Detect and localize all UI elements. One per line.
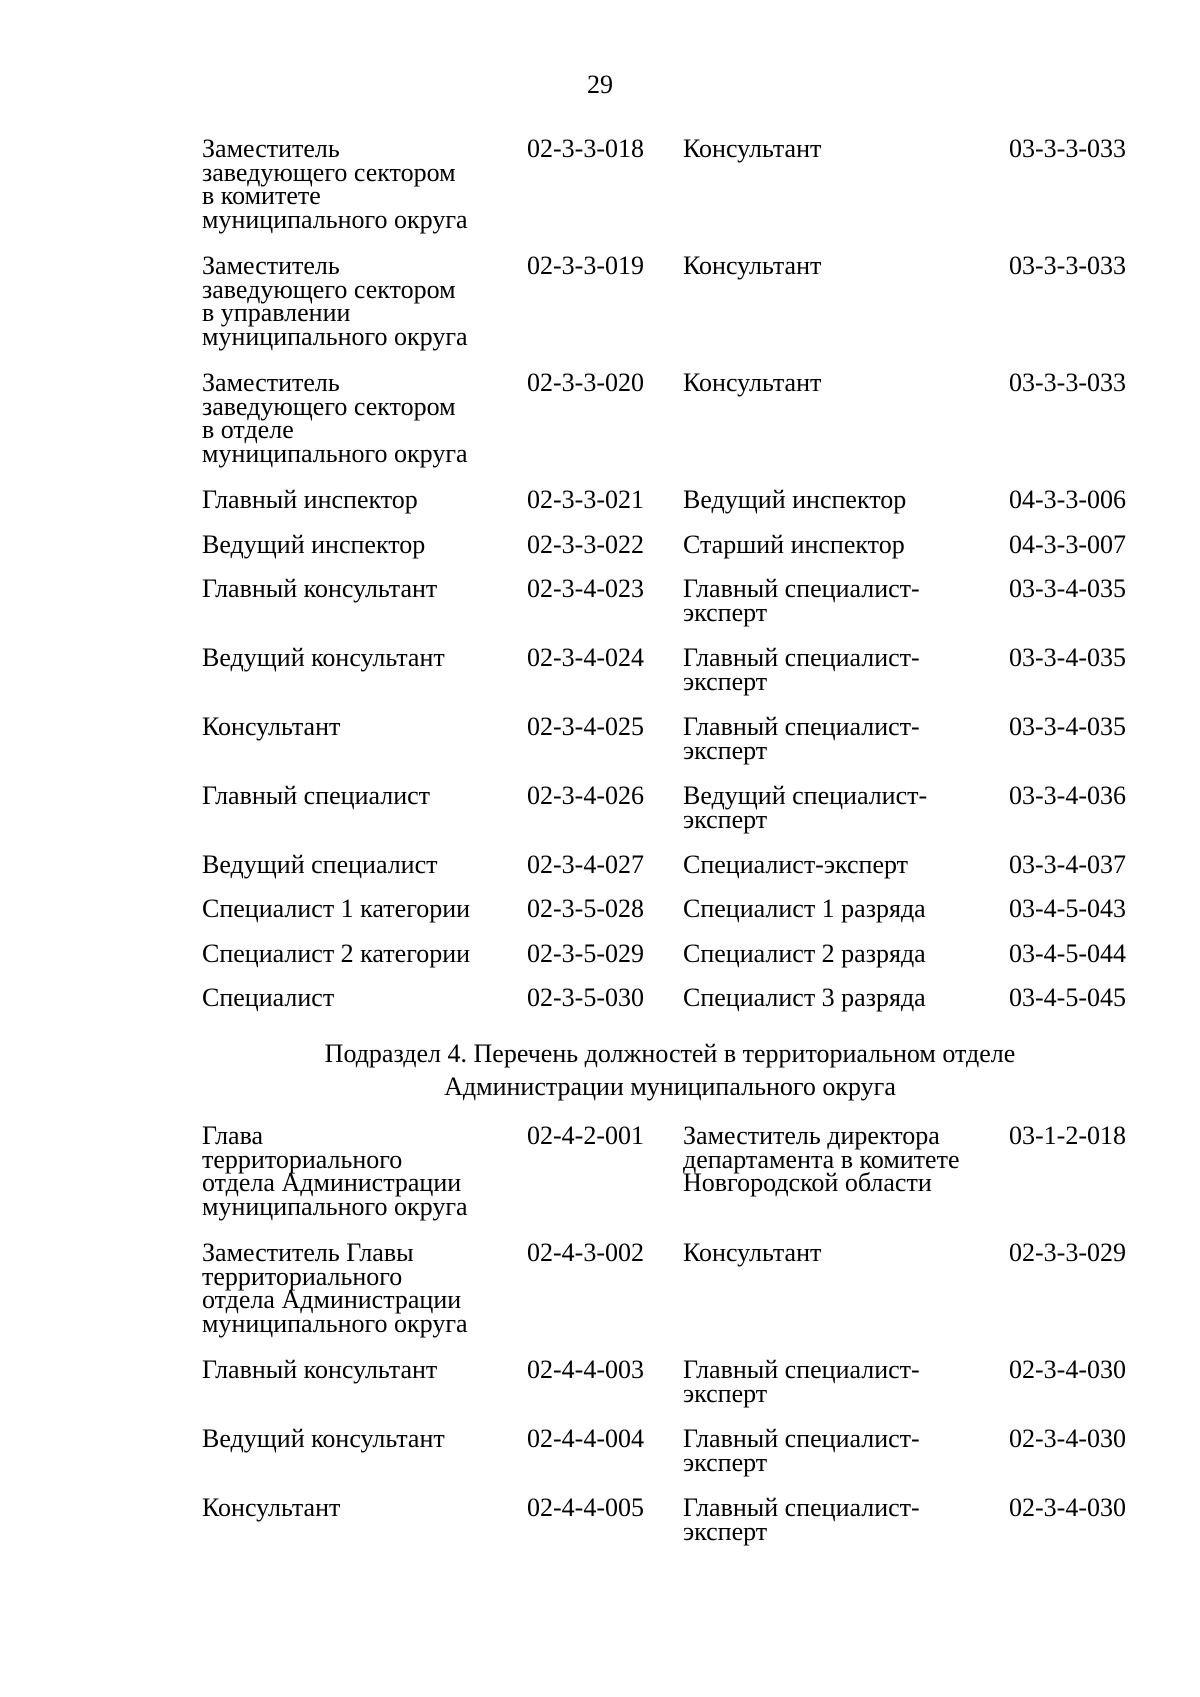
equivalent-position-name: Главный специалист- эксперт [683, 1493, 920, 1546]
position-code: 02-3-5-028 [527, 894, 644, 923]
equivalent-position-name: Старший инспектор [683, 530, 905, 559]
position-code: 02-4-4-004 [527, 1424, 644, 1453]
position-code: 02-3-3-021 [527, 485, 644, 514]
equivalent-position-code: 03-4-5-043 [1009, 894, 1126, 923]
equivalent-position-name: Заместитель директора департамента в комитете Новгородской области [683, 1121, 960, 1197]
position-code: 02-4-3-002 [527, 1238, 644, 1267]
equivalent-position-name: Специалист-эксперт [683, 850, 908, 879]
equivalent-position-name: Главный специалист- эксперт [683, 1355, 920, 1408]
equivalent-position-code: 03-3-3-033 [1009, 134, 1126, 163]
equivalent-position-name: Главный специалист- эксперт [683, 643, 920, 696]
position-name: Главный консультант [202, 574, 438, 603]
equivalent-position-name: Консультант [683, 1238, 822, 1267]
equivalent-position-code: 04-3-3-006 [1009, 485, 1126, 514]
equivalent-position-name: Консультант [683, 368, 822, 397]
position-name: Заместитель Главы территориального отдела Администрации муниципального округа [202, 1238, 468, 1338]
equivalent-position-code: 03-1-2-018 [1009, 1121, 1126, 1150]
position-code: 02-3-4-023 [527, 574, 644, 603]
position-code: 02-3-4-026 [527, 781, 644, 810]
position-code: 02-3-3-020 [527, 368, 644, 397]
position-code: 02-3-4-027 [527, 850, 644, 879]
position-name: Ведущий консультант [202, 1424, 445, 1453]
page-number: 29 [587, 70, 613, 99]
equivalent-position-code: 03-4-5-044 [1009, 939, 1126, 968]
equivalent-position-code: 03-3-4-035 [1009, 643, 1126, 672]
position-code: 02-3-3-019 [527, 251, 644, 280]
position-name: Специалист 2 категории [202, 939, 471, 968]
equivalent-position-name: Главный специалист- эксперт [683, 1424, 920, 1477]
position-name: Консультант [202, 712, 341, 741]
equivalent-position-code: 02-3-3-029 [1009, 1238, 1126, 1267]
position-code: 02-4-2-001 [527, 1121, 644, 1150]
equivalent-position-name: Главный специалист- эксперт [683, 574, 920, 627]
position-name: Заместитель заведующего сектором в комитете муниципального округа [202, 134, 468, 234]
equivalent-position-name: Специалист 2 разряда [683, 939, 926, 968]
position-code: 02-4-4-005 [527, 1493, 644, 1522]
equivalent-position-name: Ведущий инспектор [683, 485, 907, 514]
position-name: Специалист [202, 983, 335, 1012]
equivalent-position-code: 03-3-4-035 [1009, 712, 1126, 741]
position-name: Главный инспектор [202, 485, 418, 514]
equivalent-position-code: 04-3-3-007 [1009, 530, 1126, 559]
subsection-heading-line-1: Подраздел 4. Перечень должностей в территориальном отделе [324, 1039, 1016, 1068]
equivalent-position-name: Специалист 1 разряда [683, 894, 926, 923]
equivalent-position-name: Консультант [683, 134, 822, 163]
equivalent-position-code: 02-3-4-030 [1009, 1355, 1126, 1384]
equivalent-position-code: 03-3-4-035 [1009, 574, 1126, 603]
equivalent-position-name: Главный специалист- эксперт [683, 712, 920, 765]
equivalent-position-name: Ведущий специалист- эксперт [683, 781, 928, 834]
position-code: 02-3-4-025 [527, 712, 644, 741]
equivalent-position-code: 03-3-3-033 [1009, 368, 1126, 397]
position-code: 02-3-5-030 [527, 983, 644, 1012]
position-name: Ведущий специалист [202, 850, 438, 879]
position-name: Консультант [202, 1493, 341, 1522]
position-name: Специалист 1 категории [202, 894, 471, 923]
position-name: Заместитель заведующего сектором в управлении муниципального округа [202, 251, 468, 351]
position-code: 02-3-5-029 [527, 939, 644, 968]
equivalent-position-code: 03-3-3-033 [1009, 251, 1126, 280]
equivalent-position-name: Консультант [683, 251, 822, 280]
position-name: Глава территориального отдела Администрации муниципального округа [202, 1121, 468, 1221]
position-name: Главный специалист [202, 781, 431, 810]
position-name: Заместитель заведующего сектором в отделе муниципального округа [202, 368, 468, 468]
subsection-heading-line-2: Администрации муниципального округа [444, 1072, 896, 1101]
position-code: 02-3-3-018 [527, 134, 644, 163]
equivalent-position-code: 03-3-4-036 [1009, 781, 1126, 810]
position-name: Главный консультант [202, 1355, 438, 1384]
equivalent-position-code: 02-3-4-030 [1009, 1493, 1126, 1522]
equivalent-position-code: 03-4-5-045 [1009, 983, 1126, 1012]
position-code: 02-4-4-003 [527, 1355, 644, 1384]
position-name: Ведущий консультант [202, 643, 445, 672]
equivalent-position-code: 02-3-4-030 [1009, 1424, 1126, 1453]
position-name: Ведущий инспектор [202, 530, 426, 559]
position-code: 02-3-4-024 [527, 643, 644, 672]
position-code: 02-3-3-022 [527, 530, 644, 559]
equivalent-position-name: Специалист 3 разряда [683, 983, 926, 1012]
equivalent-position-code: 03-3-4-037 [1009, 850, 1126, 879]
